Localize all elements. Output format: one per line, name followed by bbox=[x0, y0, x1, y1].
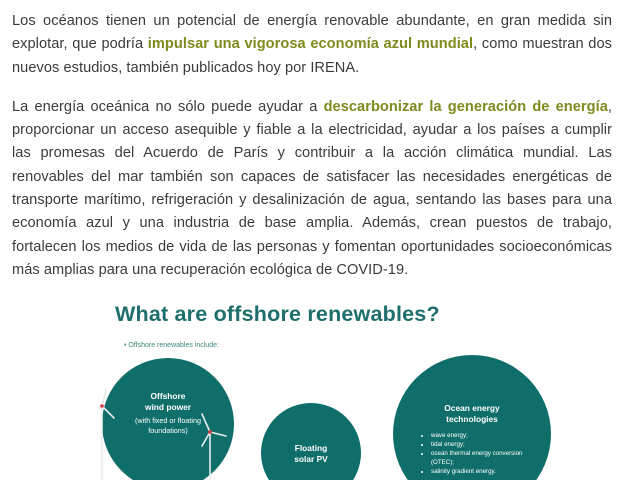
floating-solar-label bbox=[261, 443, 361, 465]
offshore-wind-sub-line2: foundations) bbox=[148, 426, 188, 435]
floating-solar-label-line1: Floating bbox=[294, 443, 328, 453]
offshore-wind-label-line2: wind power bbox=[144, 402, 192, 412]
link-decarbonize-energy[interactable]: descarbonizar la generación de energía bbox=[323, 98, 608, 115]
list-item: • ocean thermal energy conversion (OTEC); bbox=[431, 449, 541, 467]
ocean-energy-circle bbox=[393, 355, 551, 480]
paragraph-1-text-start: Los océanos tienen un potencial de energía renovable abundante, en gran medida sin explotar, que podría bbox=[12, 13, 612, 53]
list-item: • tidal energy; bbox=[431, 440, 541, 449]
infographic-intro: • Offshore renewables include: bbox=[124, 342, 219, 349]
ocean-energy-label-line2: technologies bbox=[446, 414, 498, 424]
article-body bbox=[12, 10, 612, 282]
list-item: • salinity gradient energy. bbox=[431, 467, 541, 476]
paragraph-2-text-end: , proporcionar un acceso asequible y fiable a la electricidad, ayudar a los países a cumplir las promesas del Acuerdo de París y contribuir a la acción climática mundial. Las renovables del mar también son capaces de satisfacer las necesidades energéticas de transporte marítimo, refrigeración y desalinización de agua, sentando las bases para una economía azul y una industria de base amplia. Además, crean puestos de trabajo, fortalecen los medios de vida de las personas y fomentan oportunidades socioeconómicas más amplias para una recuperación ecológica de COVID-19. bbox=[12, 98, 613, 278]
offshore-renewables-infographic bbox=[98, 292, 558, 480]
floating-solar-label-line2: solar PV bbox=[294, 454, 328, 464]
infographic-title: What are offshore renewables? bbox=[115, 302, 440, 326]
offshore-wind-sub-line1: (with fixed or floating bbox=[135, 416, 201, 425]
floating-solar-circle bbox=[261, 403, 361, 480]
paragraph-2-text-start: La energía oceánica no sólo puede ayudar a bbox=[12, 98, 324, 115]
link-vigorous-blue-economy[interactable]: impulsar una vigorosa economía azul mundial bbox=[147, 36, 474, 53]
paragraph-2 bbox=[12, 96, 612, 282]
ocean-energy-label bbox=[393, 403, 551, 425]
paragraph-1-text-end: , como muestran dos nuevos estudios, también publicados hoy por IRENA. bbox=[12, 36, 612, 76]
wind-turbines-icon bbox=[98, 388, 258, 480]
offshore-wind-label-line1: Offshore bbox=[150, 391, 186, 401]
list-item: • wave energy; bbox=[431, 431, 541, 440]
ocean-energy-list bbox=[423, 431, 541, 476]
ocean-energy-label-line1: Ocean energy bbox=[444, 403, 500, 413]
paragraph-1 bbox=[12, 10, 612, 80]
